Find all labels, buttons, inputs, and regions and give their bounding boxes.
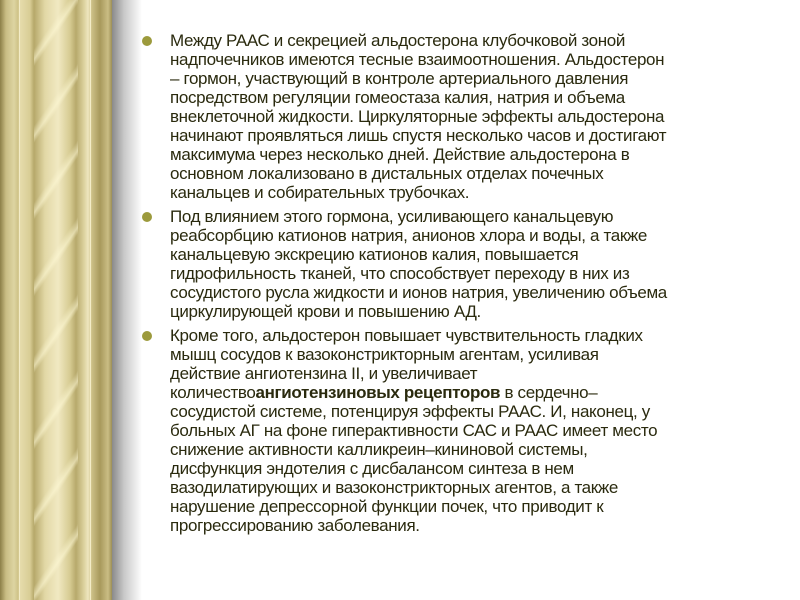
border-line [90,0,91,600]
text-segment: максимума через несколько дней. Действие альдостерона в [170,145,630,164]
text-segment: прогрессированию заболевания. [170,516,420,535]
text-segment: мышц сосудов к вазоконстрикторным агентам, усиливая [170,345,599,364]
text-segment: Между РААС и секрецией альдостерона клубочковой зоной [170,31,626,50]
text-segment: посредством регуляции гомеостаза калия, натрия и объема [170,88,625,107]
bullet-icon [142,331,152,341]
bold-text: ангиотензиновых рецепторов [255,383,501,402]
text-line [170,516,790,535]
text-line [170,440,790,459]
text-segment: сосудистой системе, потенцируя эффекты РААС. И, наконец, у [170,402,650,421]
text-line [170,478,790,497]
text-segment: – гормон, участвующий в контроле артериального давления [170,69,629,88]
text-segment: действие ангиотензина II, и увеличивает [170,364,478,383]
bullet-icon [142,36,152,46]
text-line [170,164,790,183]
text-line [170,207,790,226]
text-segment: внеклеточной жидкости. Циркуляторные эффекты альдостерона [170,107,665,126]
text-line [170,302,790,321]
text-line [170,126,790,145]
text-segment: дисфункция эндотелия с дисбалансом синтеза в нем [170,459,574,478]
text-line [170,497,790,516]
text-line [170,421,790,440]
border-stripes [34,0,78,600]
text-line [170,31,790,50]
text-line [170,107,790,126]
text-segment: начинают проявляться лишь спустя несколько часов и достигают [170,126,667,145]
text-line [170,69,790,88]
text-line [170,383,790,402]
text-line [170,88,790,107]
text-segment: снижение активности калликреин–кининовой системы, [170,440,588,459]
border-shadow [112,0,142,600]
text-line [170,183,790,202]
text-line [170,226,790,245]
text-line [170,345,790,364]
text-line [170,245,790,264]
text-segment: основном локализовано в дистальных отделах почечных [170,164,604,183]
text-segment: сосудистого русла жидкости и ионов натрия, увеличению объема [170,283,667,302]
bullet-icon [142,212,152,222]
bullet-paragraph [140,207,790,321]
text-segment: канальцевую экскрецию катионов калия, повышается [170,245,579,264]
border-line [19,0,20,600]
text-segment: гидрофильность тканей, что способствует переходу в них из [170,264,630,283]
text-segment: канальцев и собирательных трубочках. [170,183,470,202]
slide-body [140,31,790,540]
text-line [170,459,790,478]
text-segment: в сердечно– [500,383,598,402]
text-line [170,50,790,69]
text-line [170,145,790,164]
text-line [170,283,790,302]
text-line [170,264,790,283]
text-segment: количество [170,383,256,402]
text-segment: нарушение депрессорной функции почек, что приводит к [170,497,604,516]
text-segment: Кроме того, альдостерон повышает чувствительность гладких [170,326,643,345]
text-segment: реабсорбцию катионов натрия, анионов хлора и воды, а также [170,226,648,245]
text-line [170,402,790,421]
text-segment: больных АГ на фоне гиперактивности САС и РААС имеет место [170,421,658,440]
text-segment: Под влиянием этого гормона, усиливающего канальцевую [170,207,614,226]
text-line [170,364,790,383]
decorative-gold-border [0,0,112,600]
text-line [170,326,790,345]
text-segment: вазодилатирующих и вазоконстрикторных агентов, а также [170,478,619,497]
bullet-paragraph [140,31,790,202]
text-segment: циркулирующей крови и повышению АД. [170,302,481,321]
text-segment: надпочечников имеются тесные взаимоотношения. Альдостерон [170,50,665,69]
bullet-paragraph [140,326,790,535]
